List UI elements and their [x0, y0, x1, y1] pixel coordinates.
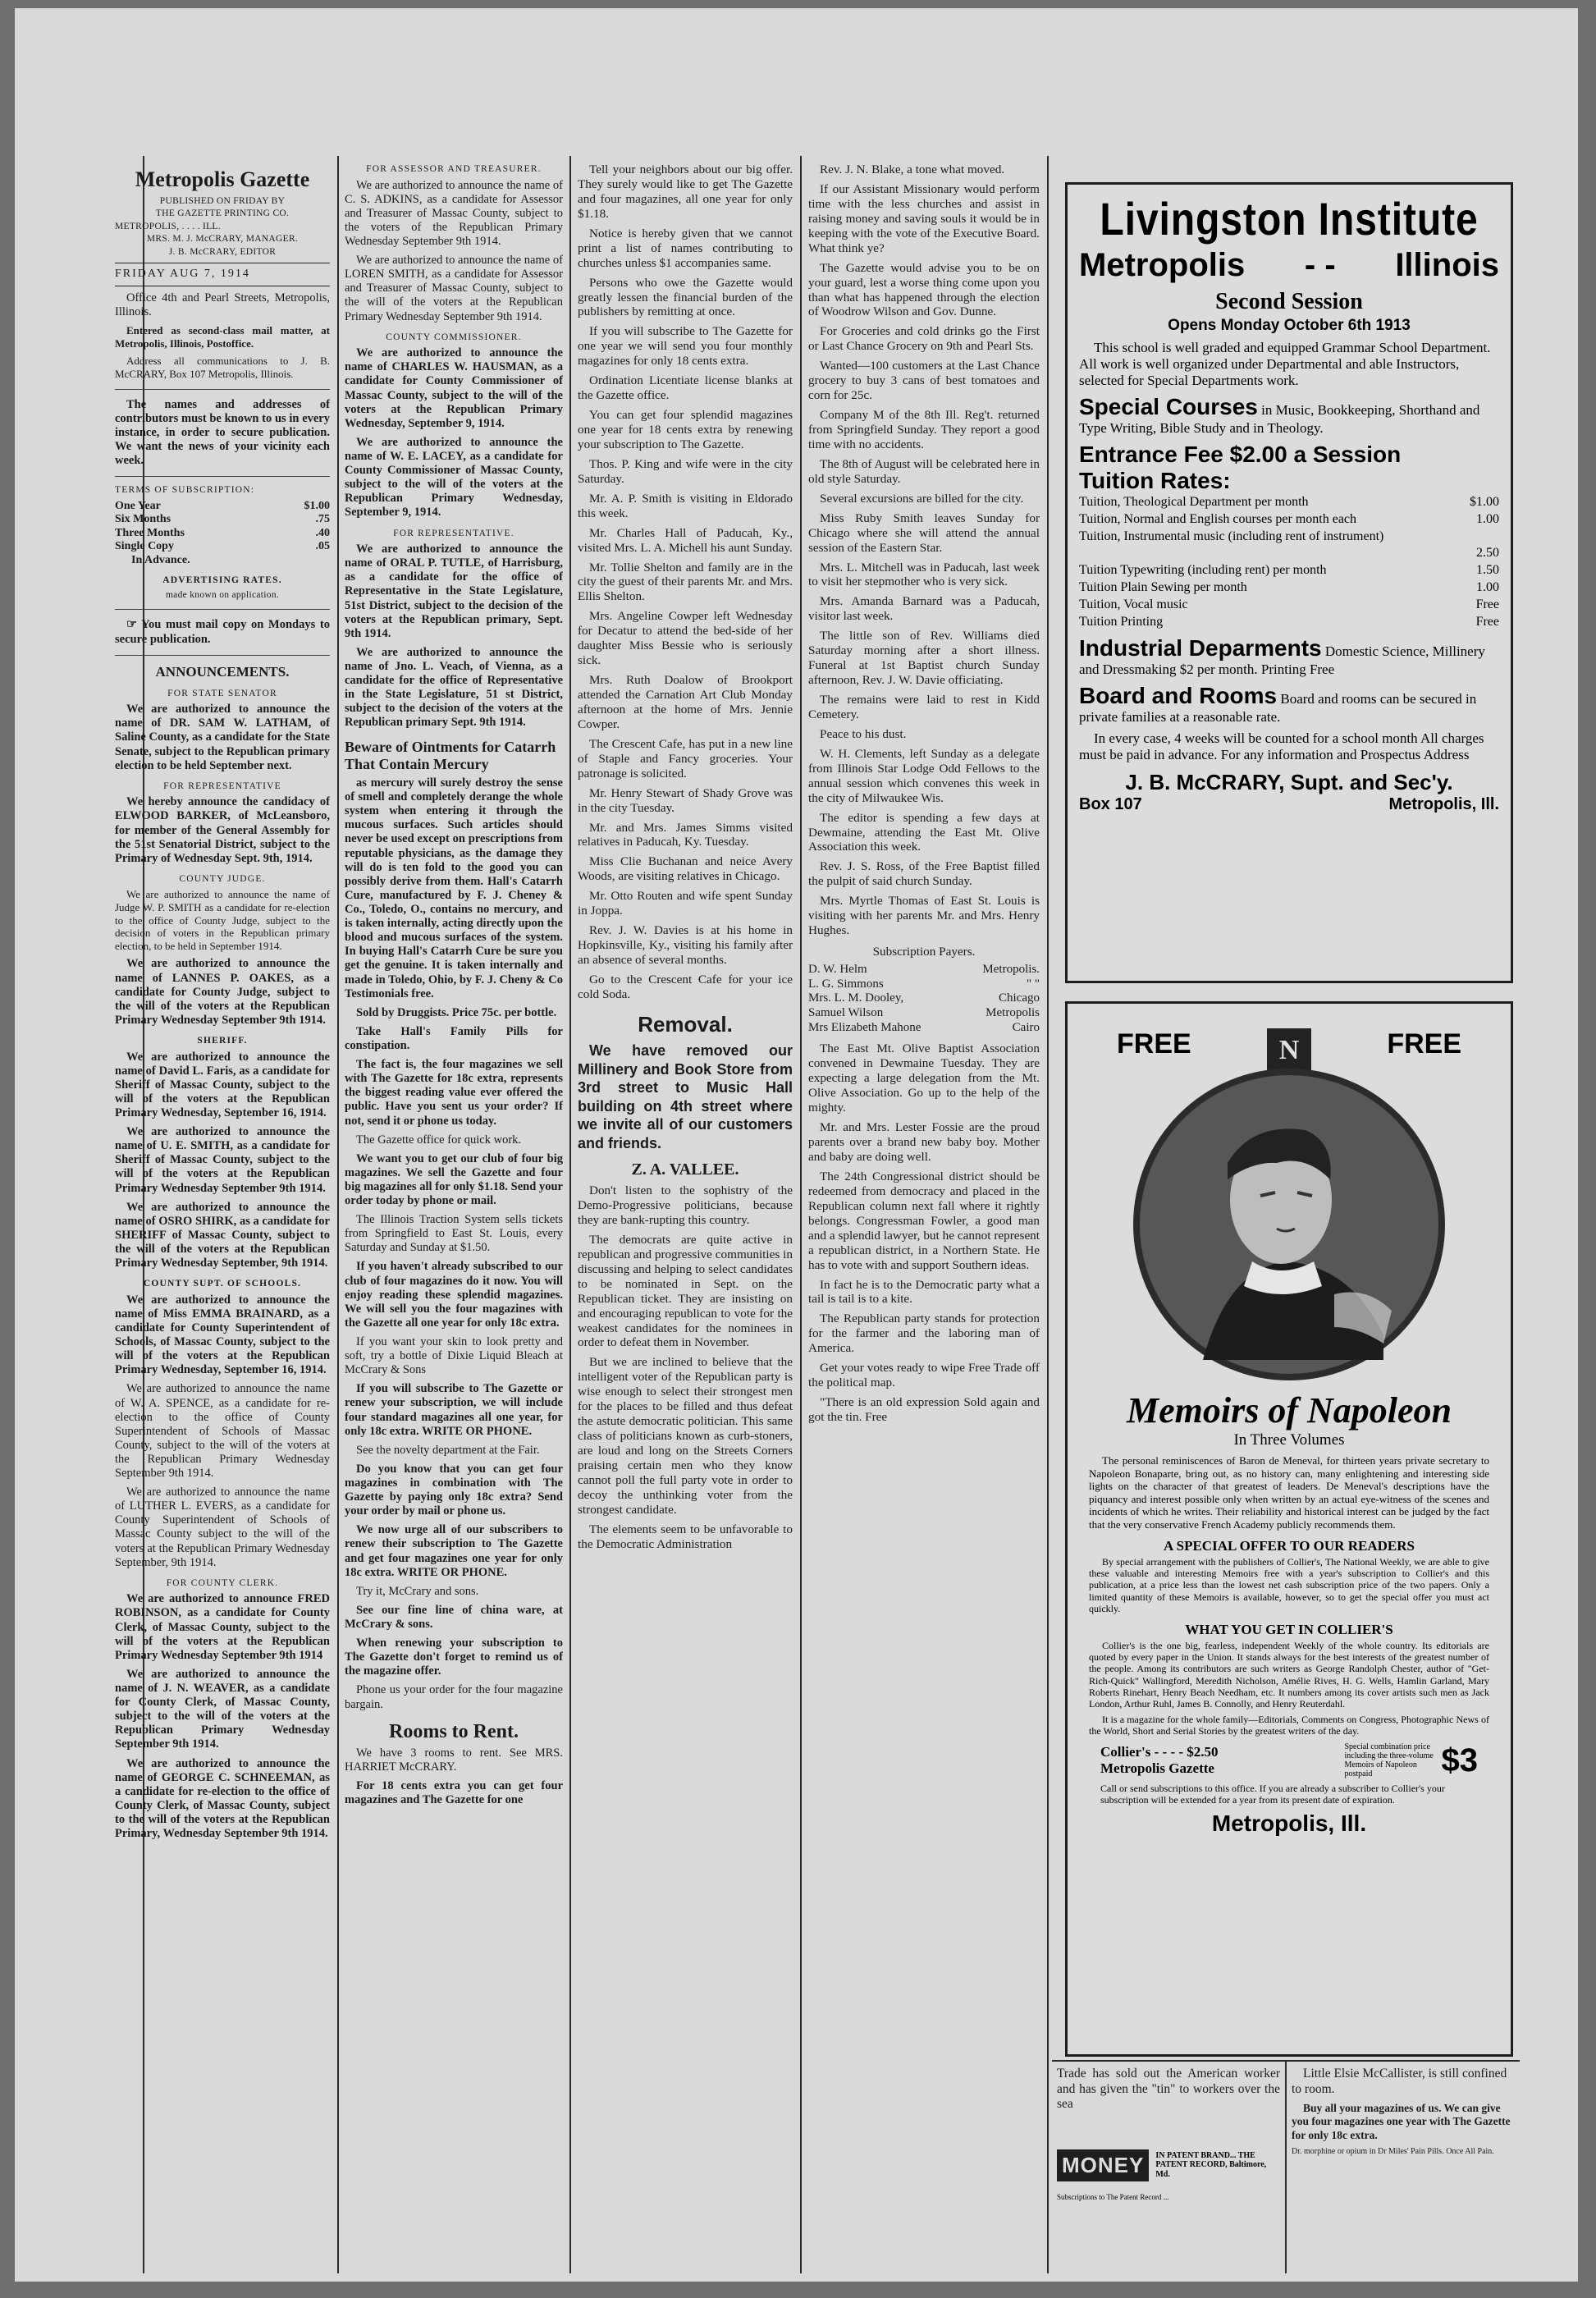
- divider: [115, 609, 330, 610]
- article-text: But we are inclined to believe that the intelligent voter of the Republican party is wise enough to select their strongest men for the places to be filled and thus defeat the astute democratic politician. This same class of politicians known as curb-stoners, are loud and long on the Streets Corners praising certain men who they know cannot poll the full party vote in order to decoy the unthinking voter from the strongest candidate.: [578, 1355, 793, 1517]
- article-text: Rev. J. S. Ross, of the Free Baptist filled the pulpit of said church Sunday.: [808, 859, 1040, 889]
- payers-heading: Subscription Payers.: [872, 945, 976, 959]
- section-heading: FOR STATE SENATOR: [167, 688, 277, 698]
- n-emblem-icon: N: [1267, 1028, 1311, 1073]
- article-text: The Gazette office for quick work.: [356, 1133, 522, 1147]
- napoleon-portrait: [1129, 1064, 1449, 1385]
- article-text: The elements seem to be unfavorable to the Democratic Administration: [578, 1522, 793, 1551]
- article-text: Mr. Tollie Shelton and family are in the city the guest of their parents Mr. and Mrs. Ellis Shelton.: [578, 560, 793, 604]
- article-text: If you haven't already subscribed to our club of four magazines do it now. You will enjoy reading these splendid magazines. We will sell you the four magazines with the Gazette all one year for only 18c extra.: [345, 1260, 563, 1330]
- column-rule: [337, 156, 339, 2273]
- tuition-row: Tuition, Normal and English courses per month each 1.00: [1079, 511, 1499, 526]
- rooms-heading: Rooms to Rent.: [389, 1720, 519, 1742]
- subscription-title: TERMS OF SUBSCRIPTION:: [115, 485, 255, 496]
- payer-row: L. G. Simmons " ": [808, 977, 1040, 991]
- article-text: Mr. A. P. Smith is visiting in Eldorado this week.: [578, 491, 793, 520]
- announcement: We are authorized to announce the name of David L. Faris, as a candidate for Sheriff of Massac County, subject to the will of the voters at the Republican Primary Wednesday, September 16, 1914.: [115, 1050, 330, 1119]
- column-rule: [1047, 156, 1049, 2273]
- column-rule: [1285, 2060, 1287, 2273]
- article-text: Mrs. L. Mitchell was in Paducah, last week to visit her stepmother who is very sick.: [808, 560, 1040, 589]
- every-case-note: In every case, 4 weeks will be counted for a school month All charges must be paid in advance. For any information and Prospectus Address: [1079, 730, 1484, 763]
- special-courses: Special Courses in Music, Bookkeeping, Shorthand and Type Writing, Bible Study and in Theology.: [1079, 394, 1480, 436]
- article-text: Peace to his dust.: [820, 726, 907, 741]
- special-offer-heading: A SPECIAL OFFER TO OUR READERS: [1164, 1537, 1415, 1554]
- patent-subscriptions: Subscriptions to The Patent Record ...: [1057, 2193, 1169, 2201]
- office-address: Office 4th and Pearl Streets, Metropolis, Illinois.: [115, 291, 330, 319]
- article-text: Mr. Charles Hall of Paducah, Ky., visited Mrs. L. A. Michell his aunt Sunday.: [578, 525, 793, 555]
- article-text: Persons who owe the Gazette would greatly lessen the financial burden of the publishers by remitting at once.: [578, 275, 793, 319]
- subscription-table: [115, 500, 330, 568]
- livingston-institute-ad: [1065, 182, 1513, 983]
- tuition-row: Tuition, Theological Department per month $1.00: [1079, 495, 1499, 509]
- announcement: We are authorized to announce the name of DR. SAM W. LATHAM, of Saline County, as a candidate for the State Senate, subject to the Republican primary election to be held September next.: [115, 703, 330, 772]
- advertising-title: ADVERTISING RATES.: [162, 575, 282, 586]
- article-text: Mrs. Angeline Cowper left Wednesday for Decatur to attend the bed-side of her daughter Miss Bessie who is seriously sick.: [578, 609, 793, 668]
- divider: [115, 655, 330, 656]
- announcement: We are authorized to announce FRED ROBINSON, as a candidate for County Clerk, of Massac County, subject to the will of the voters at the Republican Primary Wednesday September 9th 1914: [115, 1592, 330, 1662]
- colliers-price-row: Collier's - - - - $2.50: [1100, 1744, 1219, 1760]
- announcement: We are authorized to announce the name of Miss EMMA BRAINARD, as a candidate for County Superintendent of Schools, of Massac County, subject to the will of the voters at the Republican Primary Wednesday, September 16, 1914.: [115, 1293, 330, 1377]
- money-logo: MONEY: [1057, 2149, 1149, 2181]
- published-line: PUBLISHED ON FRIDAY BY: [159, 195, 286, 206]
- announcement: We are authorized to announce the name of C. S. ADKINS, as a candidate for Assessor and Treasurer of Massac County, subject to the voters of the Republican Primary Wednesday September 9th 1914.: [345, 178, 563, 248]
- article-text: Do you know that you can get four magazines in combination with The Gazette by paying only 18c extra? Send your order by mail or phone us.: [345, 1462, 563, 1518]
- announcement: We are authorized to announce the name of Judge W. P. SMITH as a candidate for re-election to the office of County Judge, subject to the decision of voters in the Republican primary election, to be held in September 1914.: [115, 888, 330, 952]
- announcement: We are authorized to announce the name of W. E. LACEY, as a candidate for County Commissioner of Massac County, subject to the will of the voters at the Republican Primary Wednesday, September 9, 1914.: [345, 435, 563, 520]
- article-text: When renewing your subscription to The Gazette don't forget to remind us of the magazine offer.: [345, 1637, 563, 1678]
- article-text: Thos. P. King and wife were in the city Saturday.: [578, 456, 793, 486]
- announcement: We are authorized to announce the name of LANNES P. OAKES, as a candidate for County Judge, subject to the will of the voters at the Republican Primary Wednesday September 9th 1914.: [115, 957, 330, 1027]
- institute-box: Box 107 Metropolis, Ill.: [1079, 795, 1499, 814]
- payer-row: Mrs. L. M. Dooley, Chicago: [808, 991, 1040, 1005]
- gazette-price-row: Metropolis Gazette: [1100, 1760, 1214, 1777]
- article-text: The editor is spending a few days at Dewmaine, attending the East Mt. Olive Association this week.: [808, 810, 1040, 854]
- column-rule: [569, 156, 571, 2273]
- volumes-line: In Three Volumes: [1233, 1431, 1345, 1449]
- tuition-row: Tuition Typewriting (including rent) per month 1.50: [1079, 563, 1499, 578]
- section-heading: COUNTY COMMISSIONER.: [386, 332, 522, 342]
- divider: [115, 389, 330, 390]
- article-text: The East Mt. Olive Baptist Association convened in Dewmaine Tuesday. They are expecting a large delegation from the Mt. Olive Association. Go up to the help of the mighty.: [808, 1041, 1040, 1115]
- opens-date: Opens Monday October 6th 1913: [1168, 317, 1411, 334]
- article-text: Notice is hereby given that we cannot print a list of names contributing to churches unless $1 accompanies same.: [578, 226, 793, 270]
- article-text: The Crescent Cafe, has put in a new line of Staple and Fancy groceries. Your patronage is solicited.: [578, 736, 793, 780]
- article-text: W. H. Clements, left Sunday as a delegate from Illinois Star Lodge Odd Fellows to the annual session which convenes this week in the city of Milwaukee Wis.: [808, 746, 1040, 805]
- payer-row: Samuel Wilson Metropolis: [808, 1006, 1040, 1020]
- napoleon-portrait-icon: [1129, 1064, 1449, 1385]
- total-price: $3: [1441, 1742, 1478, 1778]
- article-text: Wanted—100 customers at the Last Chance grocery to buy 3 cans of best tomatoes and corn for 25c.: [808, 359, 1040, 403]
- article-text: "There is an old expression Sold again and got the tin. Free: [808, 1395, 1040, 1424]
- announcement: We are authorized to announce the name of U. E. SMITH, as a candidate for Sheriff of Massac County, subject to the will of the voters at the Republican Primary Wednesday September 9th 1914.: [115, 1125, 330, 1195]
- section-heading: FOR REPRESENTATIVE.: [393, 528, 514, 538]
- article-text: In fact he is to the Democratic party what a tail is tail is to a kite.: [808, 1277, 1040, 1307]
- trade-note: Trade has sold out the American worker and has given the "tin" to workers over the sea: [1057, 2067, 1280, 2112]
- section-heading: SHERIFF.: [197, 1035, 248, 1046]
- institute-city: Metropolis - - Illinois: [1079, 247, 1499, 283]
- editor-line: J. B. McCRARY, EDITOR: [168, 246, 277, 257]
- institute-title: Livingston Institute: [1100, 193, 1479, 245]
- call-note: Call or send subscriptions to this office. If you are already a subscriber to Collier's your subscription will be extended for a year from its present date of expiration.: [1100, 1782, 1445, 1806]
- manager-line: MRS. M. J. McCRARY, MANAGER.: [146, 234, 299, 245]
- tuition-row: Tuition Printing Free: [1079, 614, 1499, 629]
- article-text: You can get four splendid magazines one year for 18 cents extra by renewing your subscription to The Gazette.: [578, 408, 793, 451]
- article-text: The Illinois Traction System sells tickets from Springfield to East St. Louis, every Saturday and Sunday at $1.50.: [345, 1213, 563, 1255]
- article-text: Go to the Crescent Cafe for your ice cold Soda.: [578, 972, 793, 1001]
- memoirs-title: Memoirs of Napoleon: [1127, 1390, 1452, 1431]
- tuition-heading: Tuition Rates:: [1079, 468, 1231, 493]
- article-text: Mr. Henry Stewart of Shady Grove was in the city Tuesday.: [578, 785, 793, 815]
- payers-table: [808, 963, 1040, 1035]
- article-text: We have 3 rooms to rent. See MRS. HARRIET McCRARY.: [345, 1746, 563, 1774]
- section-heading: FOR ASSESSOR AND TREASURER.: [366, 164, 542, 174]
- section-heading: FOR COUNTY CLERK.: [166, 1577, 279, 1588]
- article-text: Phone us your order for the four magazine bargain.: [345, 1683, 563, 1711]
- article-text: Mrs. Amanda Barnard was a Paducah, visitor last week.: [808, 594, 1040, 624]
- article-text: Mr. and Mrs. Lester Fossie are the proud parents over a brand new baby boy. Mother and baby are doing well.: [808, 1120, 1040, 1164]
- issue-date: FRIDAY AUG 7, 1914: [115, 263, 330, 286]
- removal-signature: Z. A. VALLEE.: [631, 1160, 739, 1179]
- tuition-list: [1068, 494, 1511, 630]
- subscription-row: Six Months .75: [115, 513, 330, 526]
- announcement: We are authorized to announce the name of ORAL P. TUTLE, of Harrisburg, as a candidate for the office of Representative in the State Legislature, 51st District, subject to the decision of the voters at the Republican primary, Sept. 9th 1914.: [345, 542, 563, 640]
- article-text: For 18 cents extra you can get four magazines and The Gazette for one: [345, 1779, 563, 1807]
- announcements-heading: ANNOUNCEMENTS.: [155, 663, 290, 680]
- article-text: Tell your neighbors about our big offer. They surely would like to get The Gazette and four magazines, all one year for only $1.18.: [578, 163, 793, 221]
- announcement: We are authorized to announce the name of GEORGE C. SCHNEEMAN, as a candidate for re-election to the office of County Clerk, of Massac County, subject to the will of the voters at the Republican Primary, Wednesday September 9th 1914.: [115, 1756, 330, 1841]
- announcement: We are authorized to announce the name of Jno. L. Veach, of Vienna, as a candidate for the office of Representative in the State Legislature, 51 st District, subject to the decision of the voters at the Republican primary Sept. 9th 1914.: [345, 645, 563, 730]
- column-4: [808, 163, 1040, 2264]
- address-notice: Address all communications to J. B. McCRARY, Box 107 Metropolis, Illinois.: [115, 355, 330, 380]
- announcement: We are authorized to announce the name of J. N. WEAVER, as a candidate for County Clerk, of Massac County, subject to the will of the voters at the Republican Primary Wednesday September 9th 1914.: [115, 1667, 330, 1751]
- payer-row: D. W. Helm Metropolis.: [808, 963, 1040, 976]
- announcement: We are authorized to announce the name of LUTHER L. EVERS, as a candidate for County Superintendent of Schools of Massac County subject to the will of the voters at the Republican Primary Wednesday September, 9th 1914.: [115, 1485, 330, 1569]
- city-line: METROPOLIS, . . . . ILL.: [115, 221, 221, 231]
- article-text: Ordination Licentiate license blanks at the Gazette office.: [578, 373, 793, 403]
- article-text: See our fine line of china ware, at McCrary & sons.: [345, 1603, 563, 1631]
- article-text: as mercury will surely destroy the sense of smell and completely derange the whole system when entering it through the mucous surfaces. Such articles should never be used except on prescriptions from reputable physicians, as the damage they will do is ten fold to the good you can possibly derive from them. Hall's Catarrh Cure, manufactured by F. J. Cheney & Co., Toledo, O., contains no mercury, and is taken internally, acting directly upon the blood and mucous surfaces of the system. In buying Hall's Catarrh Cure be sure you get the genuine. It is taken internally and made in Toledo, Ohio, by F. J. Cheny & Co Testimonials free.: [345, 776, 563, 1000]
- payer-row: Mrs Elizabeth Mahone Cairo: [808, 1020, 1040, 1034]
- article-text: Try it, McCrary and sons.: [356, 1584, 479, 1598]
- industrial-departments: Industrial Deparments Domestic Science, Millinery and Dressmaking $2 per month. Printing Free: [1079, 635, 1485, 678]
- removal-heading: Removal.: [638, 1011, 733, 1037]
- column-2: [345, 163, 563, 2264]
- article-text: Mr. Otto Routen and wife spent Sunday in Joppa.: [578, 889, 793, 918]
- board-and-rooms: Board and Rooms Board and rooms can be secured in private families at a reasonable rate.: [1079, 683, 1477, 726]
- section-heading: COUNTY JUDGE.: [179, 873, 266, 884]
- article-text: The remains were laid to rest in Kidd Cemetery.: [808, 693, 1040, 721]
- institute-description: This school is well graded and equipped Grammar School Department. All work is well organized under Departmental and able Instructors, selected for Special Departments work.: [1079, 340, 1491, 388]
- article-text: Don't listen to the sophistry of the Demo-Progressive politicians, because they are bank-rupting this country.: [578, 1183, 793, 1227]
- entered-notice: Entered as second-class mail matter, at Metropolis, Illinois, Postoffice.: [115, 324, 330, 350]
- combination-price: [1068, 1737, 1511, 1779]
- announcement: We are authorized to announce the name of CHARLES W. HAUSMAN, as a candidate for County Commissioner of Massac County, subject to the will of the voters at the Republican Primary Wednesday, September 9, 1914.: [345, 346, 563, 430]
- column-3: [578, 163, 793, 2264]
- article-text: Mr. and Mrs. James Simms visited relatives in Paducah, Ky. Tuesday.: [578, 820, 793, 849]
- article-text: Rev. J. N. Blake, a tone what moved.: [820, 163, 1005, 176]
- subscription-row: Single Copy .05: [115, 540, 330, 553]
- tuition-row: Tuition, Instrumental music (including rent of instrument): [1079, 529, 1384, 543]
- article-text: If our Assistant Missionary would perform time with the less churches and assist in raising money and saving souls it would be in keeping with the vote of the Executive Board. What think ye?: [808, 181, 1040, 255]
- announcement: We hereby announce the candidacy of ELWOOD BARKER, of McLeansboro, for member of the General Assembly for the 51st Senatorial District, subject to the Primary of Wednesday Sept. 9th, 1914.: [115, 795, 330, 865]
- article-text: Mrs. Myrtle Thomas of East St. Louis is visiting with her parents Mr. and Mrs. Henry Hughes.: [808, 894, 1040, 938]
- article-text: Company M of the 8th Ill. Reg't. returned from Springfield Sunday. They report a good time with no accidents.: [808, 408, 1040, 451]
- article-text: Rev. J. W. Davies is at his home in Hopkinsville, Ky., visiting his family after an absence of several months.: [578, 923, 793, 967]
- article-text: Several excursions are billed for the city.: [820, 491, 1024, 506]
- article-text: If you will subscribe to The Gazette or renew your subscription, we will include four standard magazines all one year, for only 18c extra. WRITE OR PHONE.: [345, 1382, 563, 1438]
- patent-text: IN PATENT BRAND... THE PATENT RECORD, Baltimore, Md.: [1155, 2150, 1267, 2179]
- article-text: If you want your skin to look pretty and soft, try a bottle of Dixie Liquid Bleach at McCrary & Sons: [345, 1335, 563, 1377]
- tuition-row: 2.50: [1476, 546, 1499, 561]
- section-heading: FOR REPRESENTATIVE: [163, 780, 281, 791]
- session-title: Second Session: [1215, 289, 1363, 314]
- announcement: We are authorized to announce the name of LOREN SMITH, as a candidate for Assessor and Treasurer of Massac County, subject to the will of the voters at the Republican Primary Wednesday September 9th 1914.: [345, 254, 563, 323]
- announcement: We are authorized to announce the name of W. A. SPENCE, as a candidate for re-election to the office of County Superintendent of Schools of Massac County, subject to the will of the voters at the Republican Primary Wednesday September 9th 1914.: [115, 1382, 330, 1481]
- article-text: The 24th Congressional district should be redeemed from democracy and placed in the Republican column next fall where it rightly belongs. Congressman Fowler, a good man and a splendid lawyer, but he cannot represent a republican district, in a Northern State. He has to vote with and support Southern ideas.: [808, 1169, 1040, 1272]
- newspaper-page: [15, 8, 1578, 2282]
- special-offer-text: By special arrangement with the publishers of Collier's, The National Weekly, we are able to give these valuable and interesting Memoirs free with a year's subscription to Collier's and this publication, at a price less than the lowest net cash subscription price of the two papers. Only a limited quantity of these Memoirs is available, however, so to get the special offer you must act quickly.: [1089, 1555, 1489, 1615]
- price-note: Special combination price including the three-volume Memoirs of Napoleon postpaid: [1344, 1742, 1434, 1779]
- pointing-hand-icon: ☞: [126, 618, 142, 632]
- subscription-row: In Advance.: [131, 553, 190, 566]
- contributor-notice: The names and addresses of contributors must be known to us in every instance, in order to secure publication. We want the news of your vicinity each week.: [115, 397, 330, 468]
- entrance-fee: Entrance Fee $2.00 a Session: [1079, 442, 1402, 467]
- column-rule: [800, 156, 802, 2273]
- mail-notice: ☞ You must mail copy on Mondays to secure publication.: [115, 618, 330, 646]
- free-banner: FREE N FREE: [1068, 1028, 1511, 1073]
- article-text: Miss Ruby Smith leaves Sunday for Chicago where she will attend the annual session of the Eastern Star.: [808, 510, 1040, 555]
- napoleon-memoirs-ad: [1065, 1001, 1513, 2057]
- advertising-text: made known on application.: [165, 589, 280, 600]
- section-heading: COUNTY SUPT. OF SCHOOLS.: [143, 1279, 302, 1289]
- memoirs-description: The personal reminiscences of Baron de Meneval, for thirteen years private secretary to Napoleon Bonaparte, bring out, as no history can, many enlightening and interesting side lights on the character of that greatest of leaders. De Meneval's descriptions have the piquancy and interest possible only when written by an actual eye-witness of the scenes and incidents of which he writes. Their reliability and historical interest can be judged by the fact that the very conservative French Academy publicly recommends them.: [1089, 1454, 1489, 1531]
- article-text: We want you to get our club of four big magazines. We sell the Gazette and four big magazines all for only $1.18. Send your order today by phone or mail.: [345, 1151, 563, 1208]
- article-text: Miss Clie Buchanan and neice Avery Woods, are visiting relatives in Chicago.: [578, 854, 793, 884]
- elsie-note: Little Elsie McCallister, is still confined to room. Buy all your magazines of us. We can give you four magazines one year with The Gazette for only 18c extra. Dr. morphine or opium in Dr Miles' Pain Pills. Once All Pain.: [1292, 2067, 1511, 2156]
- article-text: The little son of Rev. Williams died Saturday morning after a short illness. Funeral at 1st Baptist church Sunday afternoon, Rev. J. W. Davie officiating.: [808, 629, 1040, 688]
- article-text: Get your votes ready to wipe Free Trade off the political map.: [808, 1361, 1040, 1390]
- removal-text: We have removed our Millinery and Book Store from 3rd street to Music Hall building on 4th street where we invite all of our customers and friends.: [578, 1042, 793, 1151]
- article-text: For Groceries and cold drinks go the First or Last Chance Grocery on 9th and Pearl Sts.: [808, 324, 1040, 354]
- subscription-row: One Year $1.00: [115, 499, 330, 512]
- article-text: The 8th of August will be celebrated here in old style Saturday.: [808, 456, 1040, 486]
- article-text: If you will subscribe to The Gazette for one year we will send you four monthly magazines for only 18 cents extra.: [578, 324, 793, 369]
- article-text: The fact is, the four magazines we sell with The Gazette for 18c extra, represents the biggest reading value ever offered the public. Have you sent us your order? If not, send it or phone us today.: [345, 1058, 563, 1128]
- tuition-row: Tuition, Vocal music Free: [1079, 597, 1499, 611]
- article-text: The democrats are quite active in republican and progressive communities in discussing and helping to select candidates to be nominated in Sept. on the Republican ticket. They are insisting on and encouraging republican to vote for the weakest candidates for the nominees in order to defeat them in November.: [578, 1232, 793, 1350]
- article-text: See the novelty department at the Fair.: [356, 1443, 540, 1457]
- column-1: [115, 163, 330, 2264]
- subscription-row: Three Months .40: [115, 526, 330, 539]
- napoleon-city: Metropolis, Ill.: [1211, 1810, 1367, 1837]
- masthead-title: Metropolis Gazette: [135, 167, 310, 191]
- article-text: We now urge all of our subscribers to renew their subscription to The Gazette and get four magazines one year for only 18c extra. WRITE OR PHONE.: [345, 1523, 563, 1579]
- colliers-heading: WHAT YOU GET IN COLLIER'S: [1185, 1621, 1393, 1637]
- money-patent-ad: [1057, 2140, 1280, 2190]
- printer-line: THE GAZETTE PRINTING CO.: [155, 208, 290, 219]
- article-text: Mrs. Ruth Doalow of Brookport attended the Carnation Art Club Monday afternoon at the home of Mrs. Jennie Cowper.: [578, 673, 793, 731]
- tuition-row: Tuition Plain Sewing per month 1.00: [1079, 579, 1499, 594]
- article-text: The Gazette would advise you to be on your guard, lest a worse thing come upon you than what has happened through the election of Woodrow Wilson and Gov. Dunne.: [808, 260, 1040, 319]
- announcement: We are authorized to announce the name of OSRO SHIRK, as a candidate for SHERIFF of Massac County, subject to the will of the voters at the Republican Primary Wednesday September, 9th 1914.: [115, 1200, 330, 1270]
- colliers-text: Collier's is the one big, fearless, independent Weekly of the whole country. Its editorials are quoted by every paper in the Union. It stands always for the best interests of the greatest number of the people. Among its contributors are such writers as George Randolph Chester, author of "Get-Rich-Quick" Wallingford, Meredith Nicholson, Amélie Rives, H. G. Wells, Hamlin Garland, Mary Roberts Rinehart, Henry Beach Needham, etc. It numbers among its cover artists such men as Jack London, Arthur Ruhl, James B. Connolly, and Henry Reuterdahl.: [1089, 1639, 1489, 1710]
- institute-signature: J. B. McCRARY, Supt. and Sec'y.: [1125, 770, 1453, 795]
- catarrh-heading: Beware of Ointments for Catarrh That Contain Mercury: [345, 738, 556, 772]
- article-text: The Republican party stands for protection for the farmer and the laboring man of America.: [808, 1312, 1040, 1356]
- article-text: Sold by Druggists. Price 75c. per bottle.: [356, 1005, 557, 1019]
- colliers-text-2: It is a magazine for the whole family—Editorials, Comments on Congress, Photographic News of the World, Short and Serial Stories by the greatest writers of the day.: [1089, 1713, 1489, 1737]
- divider: [115, 476, 330, 477]
- article-text: Take Hall's Family Pills for constipation.: [345, 1024, 563, 1052]
